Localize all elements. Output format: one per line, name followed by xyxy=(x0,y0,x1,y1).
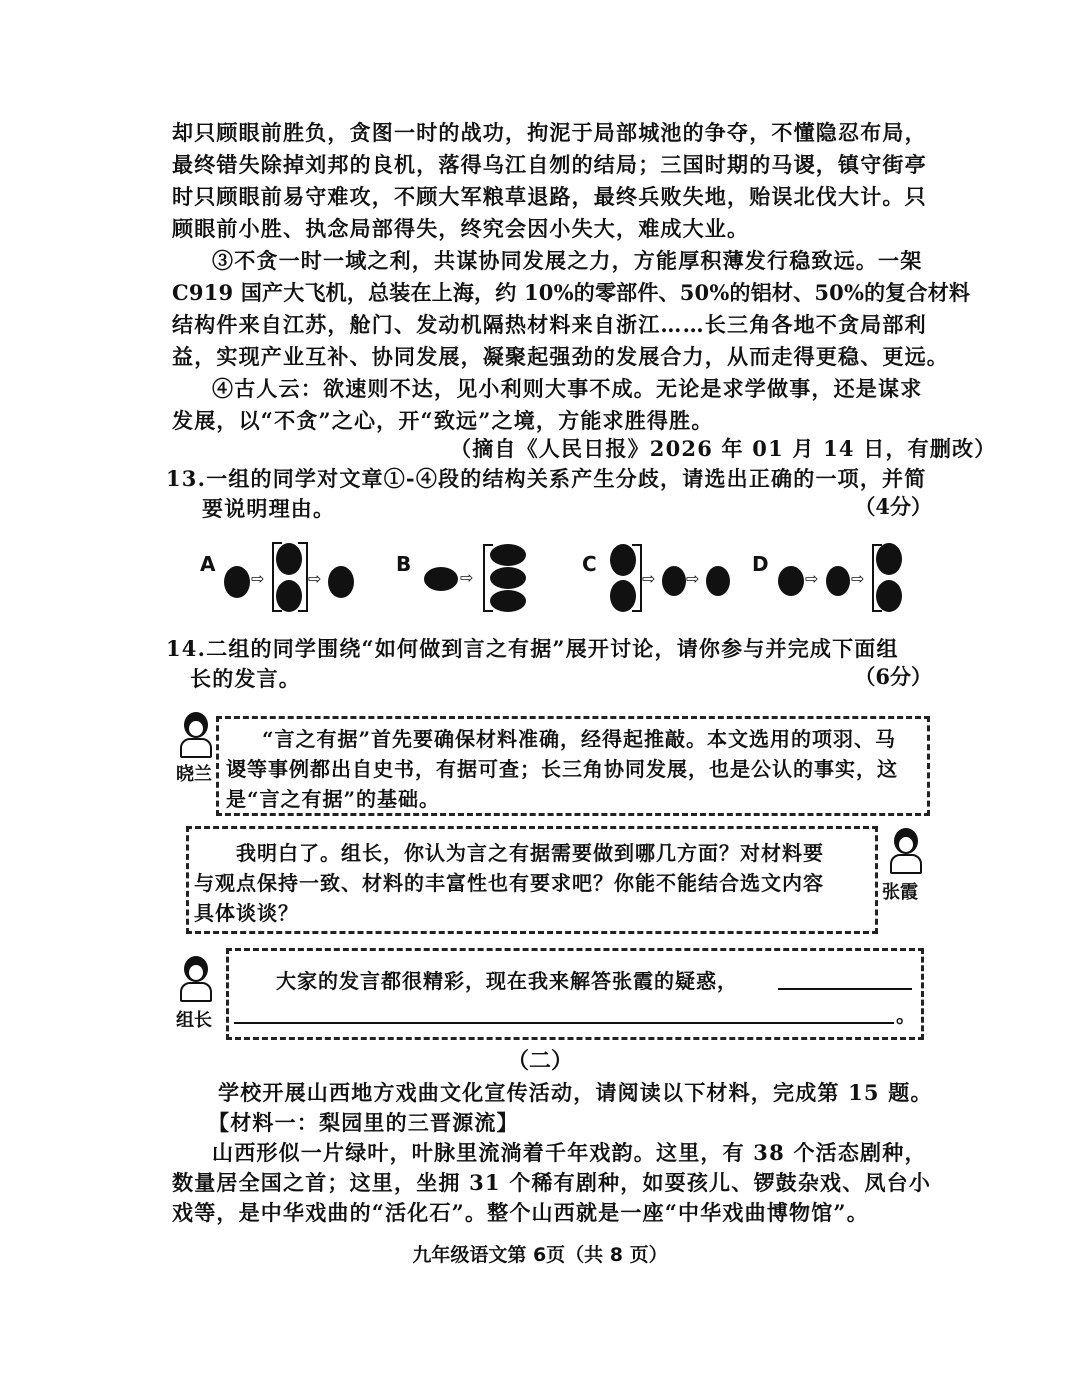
material-line: 戏等，是中华戏曲的“活化石”。整个山西就是一座“中华戏曲博物馆”。 xyxy=(172,1200,869,1225)
question-14-text: 长的发言。 xyxy=(190,666,301,691)
node-oval xyxy=(490,590,526,612)
leader-speech-end: 。 xyxy=(896,1003,917,1027)
node-oval xyxy=(490,544,526,566)
node-oval xyxy=(490,567,526,589)
xiaolan-speech-line: “言之有据”首先要确保材料准确，经得起推敲。本文选用的项羽、马 xyxy=(262,727,897,751)
node-oval xyxy=(876,580,902,612)
bracket-icon xyxy=(628,544,642,612)
question-13-text: 要说明理由。 xyxy=(202,496,336,521)
arrow-icon: ⇨ xyxy=(308,569,322,588)
passage-line: 时只顾眼前易守难攻，不顾大军粮草退路，最终兵败失地，贻误北伐大计。只 xyxy=(172,184,927,209)
node-oval xyxy=(224,566,250,598)
arrow-icon: ⇨ xyxy=(251,569,265,588)
material-title: 【材料一：梨园里的三晋源流】 xyxy=(208,1110,519,1135)
passage-line: 顾眼前小胜、执念局部得失，终究会因小失大，难成大业。 xyxy=(172,216,750,241)
question-13-score: （4分） xyxy=(854,494,932,519)
part2-intro: 学校开展山西地方戏曲文化宣传活动，请阅读以下材料，完成第 15 题。 xyxy=(218,1080,933,1105)
node-oval xyxy=(662,566,686,596)
node-oval xyxy=(424,567,458,591)
question-14-text: 14.二组的同学围绕“如何做到言之有据”展开讨论，请你参与并完成下面组 xyxy=(166,636,899,661)
material-line: 山西形似一片绿叶，叶脉里流淌着千年戏韵。这里，有 38 个活态剧种， xyxy=(212,1140,927,1165)
xiaolan-avatar-icon xyxy=(176,712,216,760)
xiaolan-speech-line: 谡等事例都出自史书，有据可查；长三角协同发展，也是公认的事实，这 xyxy=(226,757,898,781)
node-oval xyxy=(706,566,730,596)
leader-speech-line: 大家的发言都很精彩，现在我来解答张霞的疑惑， xyxy=(276,969,738,993)
arrow-icon: ⇨ xyxy=(642,569,656,588)
node-oval xyxy=(826,566,850,596)
node-oval xyxy=(876,543,902,575)
passage-line: 发展，以“不贪”之心，开“致远”之境，方能求胜得胜。 xyxy=(172,408,714,433)
speaker-zhangxia: 张霞 xyxy=(882,882,918,903)
bracket-icon xyxy=(272,542,274,612)
arrow-icon: ⇨ xyxy=(805,569,819,588)
arrow-icon: ⇨ xyxy=(851,569,865,588)
question-13-text: 13.一组的同学对文章①-④段的结构关系产生分歧，请选出正确的一项，并简 xyxy=(166,466,927,491)
node-oval xyxy=(778,566,804,596)
bracket-icon xyxy=(294,542,308,612)
passage-line: C919 国产大飞机，总装在上海，约 10%的零部件、50%的铝材、50%的复合材料 xyxy=(172,280,971,305)
page-footer: 九年级语文第 6页（共 8 页） xyxy=(412,1244,668,1266)
passage-line: ④古人云：欲速则不达，见小利则大事不成。无论是求学做事，还是谋求 xyxy=(212,376,923,401)
speaker-xiaolan: 晓兰 xyxy=(176,764,212,785)
xiaolan-speech-line: 是“言之有据”的基础。 xyxy=(226,787,441,811)
option-c-label: C xyxy=(582,552,597,576)
option-a-label: A xyxy=(200,552,216,576)
zhangxia-speech-line: 我明白了。组长，你认为言之有据需要做到哪几方面？对材料要 xyxy=(236,841,824,865)
answer-blank[interactable] xyxy=(234,1022,894,1024)
citation: （摘自《人民日报》2026 年 01 月 14 日，有删改） xyxy=(450,436,997,461)
zhangxia-speech-line: 与观点保持一致、材料的丰富性也有要求吧？你能不能结合选文内容 xyxy=(194,871,824,895)
bracket-icon xyxy=(483,544,485,612)
leader-avatar-icon xyxy=(176,956,216,1004)
zhangxia-avatar-icon xyxy=(886,828,926,876)
passage-line: 最终错失除掉刘邦的良机，落得乌江自刎的结局；三国时期的马谡，镇守街亭 xyxy=(172,152,927,177)
question-14-score: （6分） xyxy=(854,664,932,689)
passage-line: 却只顾眼前胜负，贪图一时的战功，拘泥于局部城池的争夺，不懂隐忍布局， xyxy=(172,120,927,145)
passage-line: ③不贪一时一域之利，共谋协同发展之力，方能厚积薄发行稳致远。一架 xyxy=(212,248,923,273)
option-b-label: B xyxy=(396,552,412,576)
material-line: 数量居全国之首；这里，坐拥 31 个稀有剧种，如耍孩儿、锣鼓杂戏、凤台小 xyxy=(172,1170,932,1195)
bracket-icon xyxy=(872,544,874,612)
option-d-label: D xyxy=(752,552,769,576)
answer-blank[interactable] xyxy=(778,988,912,990)
node-oval xyxy=(328,566,354,598)
section-heading: （二） xyxy=(506,1048,573,1074)
passage-line: 结构件来自江苏，舱门、发动机隔热材料来自浙江……长三角各地不贪局部利 xyxy=(172,312,927,337)
passage-line: 益，实现产业互补、协同发展，凝聚起强劲的发展合力，从而走得更稳、更远。 xyxy=(172,344,949,369)
zhangxia-speech-line: 具体谈谈？ xyxy=(194,901,299,925)
speaker-leader: 组长 xyxy=(176,1010,212,1031)
arrow-icon: ⇨ xyxy=(460,568,474,587)
arrow-icon: ⇨ xyxy=(686,569,700,588)
